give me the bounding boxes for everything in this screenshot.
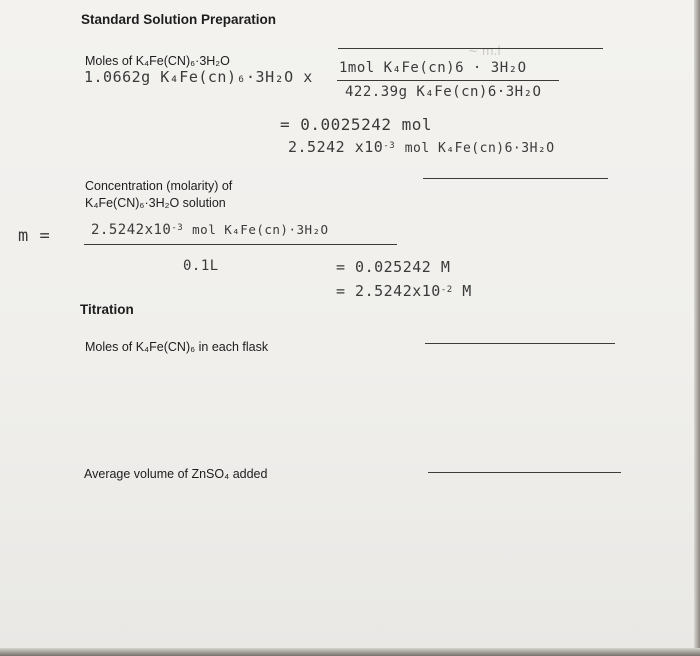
molarity-fraction-bar [84, 244, 397, 245]
paper-edge-bottom [0, 648, 700, 656]
concentration-answer-line [423, 178, 608, 179]
moles-result-mantissa: 2.5242 x10 [288, 138, 384, 156]
moles-answer-line [338, 48, 603, 49]
bleed-through-mark: ~ m.l [468, 44, 501, 58]
molarity-result-mantissa: = 2.5242x10 [336, 282, 441, 300]
molarity-result-decimal: = 0.025242 M [336, 258, 451, 276]
moles-result-decimal: = 0.0025242 mol [280, 115, 432, 134]
concentration-label-line1: Concentration (molarity) of [85, 179, 233, 193]
paper-edge-right [694, 0, 700, 656]
molarity-numerator-exponent: -3 [171, 223, 184, 233]
moles-result-exponent: -3 [383, 141, 396, 151]
molarity-numerator-unit: mol K₄Fe(cn)·3H₂O [192, 222, 329, 237]
concentration-label-line2: K₄Fe(CN)₆·3H₂O solution [85, 196, 226, 210]
moles-fraction-numerator: 1mol K₄Fe(cn)6 · 3H₂O [339, 60, 527, 76]
titration-title: Titration [80, 302, 134, 317]
section-title: Standard Solution Preparation [81, 12, 277, 27]
moles-result-unit: mol K₄Fe(cn)6·3H₂O [404, 141, 555, 156]
moles-fraction-denominator: 422.39g K₄Fe(cn)6·3H₂O [345, 84, 542, 100]
average-volume-answer-line [428, 472, 621, 473]
moles-result-scientific [288, 138, 555, 156]
molarity-numerator [91, 222, 329, 238]
molarity-denominator: 0.1L [183, 258, 219, 274]
moles-flask-answer-line [425, 343, 615, 344]
molarity-symbol: m = [18, 226, 51, 246]
moles-flask-label: Moles of K₄Fe(CN)₆ in each flask [85, 340, 269, 354]
average-volume-label: Average volume of ZnSO₄ added [84, 467, 268, 481]
moles-label: Moles of K₄Fe(CN)₆·3H₂O [85, 54, 230, 68]
molarity-result-unit: M [462, 282, 472, 300]
molarity-result-exponent: -2 [440, 285, 453, 295]
molarity-result-scientific [336, 282, 472, 300]
molarity-numerator-mantissa: 2.5242x10 [91, 222, 172, 238]
moles-fraction-bar [337, 80, 559, 81]
moles-mass-term: 1.0662g K₄Fe(cn)₆·3H₂O x [84, 68, 313, 86]
